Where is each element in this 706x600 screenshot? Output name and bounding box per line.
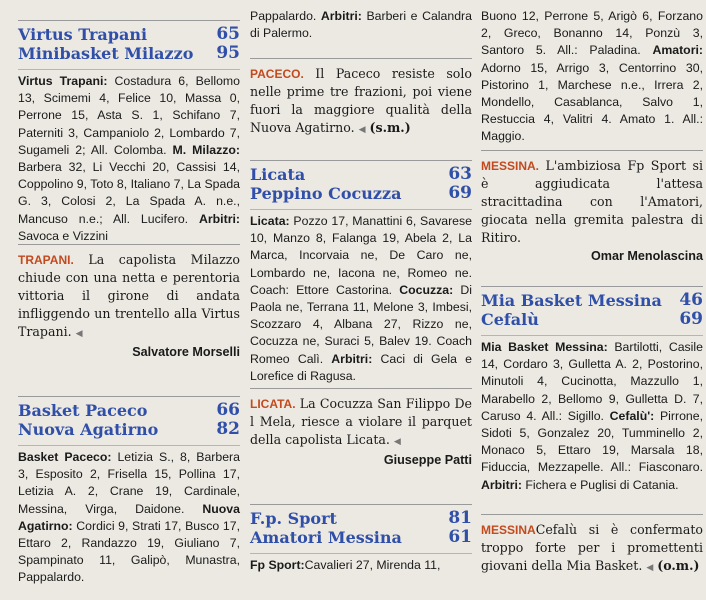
lineup-away-label: Cefalù': <box>609 408 655 423</box>
note-kicker: LICATA. <box>250 397 296 411</box>
lineup-home: Letizia S., 8, Barbera 3, Esposito 2, Frisella 15, Pollina 17, Letizia A. 2, Crane 19, Cardinale, Messina, Virga, Daidone. <box>18 450 240 516</box>
triangle-left-icon: ◀ <box>358 125 366 135</box>
lineups <box>481 335 703 494</box>
lineup-home: Costadura 6, Bellomo 13, Scimemi 4, Felice 10, Massa 0, Perrone 15, Asta S. 1, Schifano 7, Paterniti 3, Campaniolo 2, Lombardo 7, Sugameli 2; All. Colomba. <box>18 74 241 157</box>
lineup-home-label: Virtus Trapani: <box>18 74 108 88</box>
lineups <box>18 445 240 587</box>
lineup-away-label: M. Milazzo: <box>172 142 241 157</box>
lineup-away: Adorno 15, Arrigo 3, Centorrino 30, Pistorino 1, Marchese n.e., Irrera 2, Mondello, Casablanca, Salvo 1, Restuccia 4, Valitri 4. Amato 1. All.: Maggio. <box>481 60 703 144</box>
team-home: Licata <box>250 165 306 184</box>
score-away: 95 <box>216 43 240 63</box>
match-mia <box>481 286 703 494</box>
triangle-left-icon: ◀ <box>646 563 654 573</box>
referees: Fichera e Puglisi di Catania. <box>522 477 679 492</box>
lineup-home: Cavalieri 27, Mirenda 11, <box>304 558 441 572</box>
lineup-home-label: Fp Sport: <box>250 558 305 572</box>
lineup-home: Bartilotti, Casile 14, Cordaro 3, Gulletta A. 2, Postorino, Minutoli 4, Cucinotta, Mazzullo 1, Marabello 2, Bellomo 9, Gulletta D. 7, Caruso 4. All.: Sigillo. <box>481 340 703 423</box>
match-header <box>481 286 703 329</box>
lineup-away-label: Amatori: <box>652 43 703 58</box>
author: Giuseppe Patti <box>383 453 472 467</box>
lineup-home: Pozzo 17, Manattini 6, Savarese 10, Manzo 8, Falanga 19, Abela 2, La Marca, Incorvaia ne, De Caro ne, Lombardo ne, Iacona ne, Romeo ne. Coach: Ettore Castorina. <box>250 214 472 297</box>
lineup-away: Barbera 32, Li Vecchi 20, Cassisi 14, Coppolino 9, Toto 8, Italiano 7, La Spada G. 3, Colosi 2, La Spada A. n.e., Mancuso n.e.; All. Lucifero. <box>18 160 240 226</box>
match-header <box>18 396 240 439</box>
score-away: 69 <box>448 183 472 203</box>
match-licata <box>250 160 472 385</box>
lineups <box>250 209 472 385</box>
team-home: Mia Basket Messina <box>481 291 662 310</box>
referees-label: Arbitri: <box>331 351 373 366</box>
referees: Caci di Gela e Lorefice di Ragusa. <box>250 351 472 383</box>
lineups <box>250 553 472 574</box>
lineup-home-cont: Buono 12, Perrone 5, Arigò 6, Forzano 2, Greco, Bonanno 14, Ponzù 3, Santoro 5. All.: Paladina. <box>481 9 703 58</box>
score-home: 63 <box>448 164 472 184</box>
note-text: Il Paceco resiste solo nelle prime tre frazioni, poi viene fuori la maggiore qualità della Nuova Agatirno. <box>250 66 472 135</box>
lineup-away: Cordici 9, Strati 17, Busco 17, Ettaro 2, Randazzo 19, Giuliano 7, Spampinato 11, Galipò, Munastra, Pappalardo. <box>18 518 240 585</box>
score-away: 61 <box>448 527 472 547</box>
note-text: La capolista Milazzo chiude con una netta e perentoria vittoria il girone di andata infliggendo un trentello alla Virtus Trapani. <box>18 252 240 339</box>
team-away: Peppino Cocuzza <box>250 184 402 203</box>
author-inline: (s.m.) <box>369 120 411 135</box>
author: Omar Menolascina <box>591 249 703 263</box>
referees-label: Arbitri: <box>320 9 362 23</box>
lineup-away: Pirrone, Sidoti 5, Gonzalez 20, Tumminello 2, Monaco 5, Ettaro 19, Marsala 18, Fiduccia, Mezzapelle. All.: Fiasconaro. <box>481 408 703 475</box>
note-kicker: TRAPANI. <box>18 253 74 267</box>
lineup-continuation <box>481 8 703 146</box>
note-kicker: MESSINA. <box>481 159 540 173</box>
note-text: Cefalù si è confermato troppo forte per i promettenti giovani della Mia Basket. <box>481 522 703 573</box>
team-away: Nuova Agatirno <box>18 420 159 439</box>
match-trapani <box>18 20 240 245</box>
score-away: 82 <box>216 419 240 439</box>
score-home: 46 <box>679 290 703 310</box>
note-licata <box>250 388 472 467</box>
referees: Savoca e Vizzini <box>18 228 108 243</box>
match-header <box>250 504 472 547</box>
note-fpsport <box>481 150 703 263</box>
lineup-home-label: Basket Paceco: <box>18 450 112 464</box>
note-trapani <box>18 244 240 359</box>
score-away: 69 <box>679 309 703 329</box>
match-header <box>18 20 240 63</box>
author: Salvatore Morselli <box>132 345 240 359</box>
lineup-away-label: Cocuzza: <box>399 282 454 297</box>
note-kicker: MESSINA <box>481 523 536 537</box>
match-paceco <box>18 396 240 587</box>
lineup-continuation <box>250 8 472 42</box>
team-away: Amatori Messina <box>250 528 402 547</box>
score-home: 66 <box>216 400 240 420</box>
match-fpsport <box>250 504 472 574</box>
lineup-home-label: Mia Basket Messina: <box>481 340 608 354</box>
referees-label: Arbitri: <box>481 477 522 492</box>
triangle-left-icon: ◀ <box>393 437 401 447</box>
match-header <box>250 160 472 203</box>
team-away: Minibasket Milazzo <box>18 44 194 63</box>
note-text: L'ambiziosa Fp Sport si è aggiudicata l'attesa stracittadina con l'Amatori, giocata nella gremita palestra di Ritiro. <box>481 158 703 245</box>
note-kicker: PACECO. <box>250 67 304 81</box>
note-mia <box>481 514 703 577</box>
team-away: Cefalù <box>481 310 539 329</box>
lineup-away-cont: Pappalardo. <box>250 9 321 23</box>
referees-label: Arbitri: <box>199 211 240 226</box>
lineups <box>18 69 240 245</box>
referees: Barberi e Calandra di Palermo. <box>250 9 472 41</box>
lineup-away-label: Nuova Agatirno: <box>18 501 240 533</box>
author-inline: (o.m.) <box>657 558 700 573</box>
triangle-left-icon: ◀ <box>75 329 83 339</box>
team-home: Basket Paceco <box>18 401 148 420</box>
lineup-away: Di Paola ne, Terrana 11, Melone 3, Imbesi, Scozzaro 4, Albana 27, Rizzo ne, Cocuzza ne, Suraci 5, Balev 19. Coach Romeo Calì. <box>250 282 472 366</box>
score-home: 81 <box>448 508 472 528</box>
note-paceco <box>250 58 472 139</box>
team-home: Virtus Trapani <box>18 25 148 44</box>
note-text: La Cocuzza San Filippo De l Mela, riesce a violare il parquet della capolista Licata. <box>250 396 472 447</box>
lineup-home-label: Licata: <box>250 214 290 228</box>
score-home: 65 <box>216 24 240 44</box>
team-home: F.p. Sport <box>250 509 337 528</box>
